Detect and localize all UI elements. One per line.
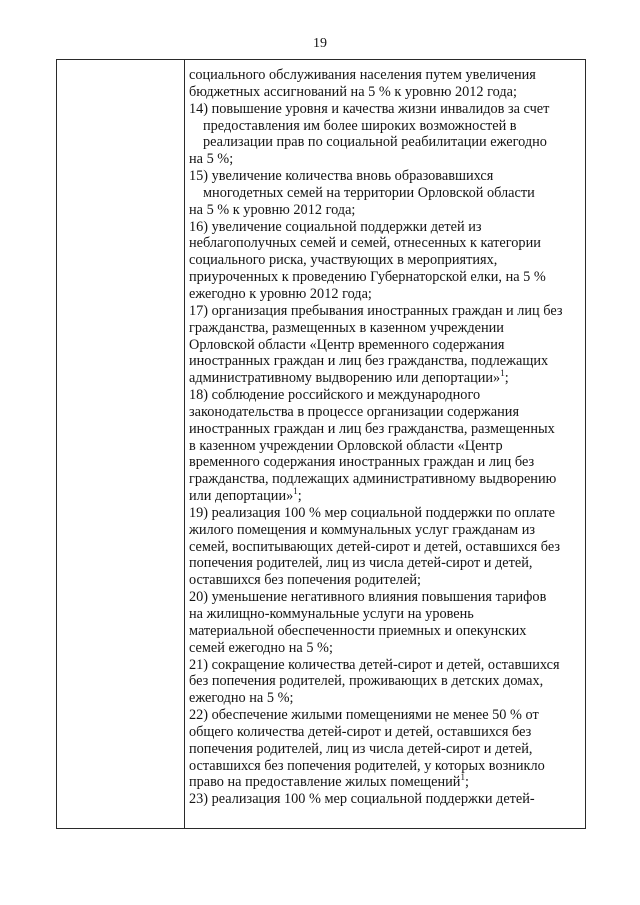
text-line	[189, 724, 585, 741]
footnote-marker: 1	[460, 772, 465, 783]
line-suffix: ;	[504, 370, 509, 387]
line-text: оставшихся без попечения родителей;	[189, 572, 422, 589]
line-text: 14) повышение уровня и качества жизни инвалидов за счет	[189, 100, 550, 117]
line-text: семей, воспитывающих детей-сирот и детей, оставшихся без	[189, 538, 560, 555]
line-text: 15) увеличение количества вновь образовавшихся	[189, 168, 494, 185]
goals-text-cell	[189, 67, 585, 808]
line-text: без попечения родителей, проживающих в детских домах,	[189, 673, 544, 690]
text-line	[189, 522, 585, 539]
line-text: иностранных граждан и лиц без гражданства, размещенных	[189, 420, 555, 437]
text-line	[189, 370, 585, 387]
line-suffix: ;	[464, 774, 469, 791]
line-text: попечения родителей, лиц из числа детей-сирот и детей,	[189, 555, 533, 572]
line-text: материальной обеспеченности приемных и опекунских	[189, 622, 527, 639]
text-line	[189, 118, 585, 135]
text-line	[189, 252, 585, 269]
line-text: на 5 %;	[189, 151, 234, 168]
text-line	[189, 303, 585, 320]
line-suffix: ;	[297, 488, 302, 505]
line-text: ежегодно к уровню 2012 года;	[189, 285, 372, 302]
line-text: иностранных граждан и лиц без гражданства, подлежащих	[189, 353, 549, 370]
text-line	[189, 623, 585, 640]
line-text: общего количества детей-сирот и детей, оставшихся без	[189, 723, 532, 740]
line-text: на 5 % к уровню 2012 года;	[189, 201, 356, 218]
line-text: в казенном учреждении Орловской области «Центр	[189, 437, 503, 454]
line-text: 18) соблюдение российского и международного	[189, 387, 481, 404]
text-line	[189, 168, 585, 185]
text-line	[189, 488, 585, 505]
line-text: ежегодно на 5 %;	[189, 690, 294, 707]
text-line	[189, 337, 585, 354]
line-text: законодательства в процессе организации содержания	[189, 403, 520, 420]
text-line	[189, 606, 585, 623]
line-text: 20) уменьшение негативного влияния повышения тарифов	[189, 589, 547, 606]
line-text: попечения родителей, лиц из числа детей-сирот и детей,	[189, 740, 533, 757]
line-text: административному выдворению или депортации»	[189, 370, 501, 387]
line-text: гражданства, размещенных в казенном учреждении	[189, 319, 504, 336]
line-text: Орловской области «Центр временного содержания	[189, 336, 505, 353]
text-line	[189, 555, 585, 572]
text-line	[189, 235, 585, 252]
text-line	[189, 640, 585, 657]
text-line	[189, 758, 585, 775]
text-line	[189, 741, 585, 758]
text-line	[189, 791, 585, 808]
text-line	[189, 269, 585, 286]
line-text: на жилищно-коммунальные услуги на уровень	[189, 606, 474, 622]
text-line	[189, 707, 585, 724]
line-text: семей ежегодно на 5 %;	[189, 639, 333, 656]
text-line	[189, 101, 585, 118]
text-line	[189, 219, 585, 236]
line-text: реализации прав по социальной реабилитации ежегодно	[203, 134, 547, 151]
line-text: временного содержания иностранных граждан и лиц без	[189, 454, 535, 471]
line-text: 17) организация пребывания иностранных граждан и лиц без	[189, 302, 563, 319]
line-text: приуроченных к проведению Губернаторской елки, на 5 %	[189, 269, 546, 286]
line-text: социального обслуживания населения путем увеличения	[189, 67, 536, 83]
text-line	[189, 320, 585, 337]
line-text: 19) реализация 100 % мер социальной поддержки по оплате	[189, 504, 555, 521]
line-text: многодетных семей на территории Орловской области	[203, 184, 535, 201]
text-line	[189, 539, 585, 556]
text-line	[189, 421, 585, 438]
text-line	[189, 151, 585, 168]
column-divider	[184, 60, 185, 828]
line-text: неблагополучных семей и семей, отнесенных к категории	[189, 235, 541, 252]
text-line	[189, 286, 585, 303]
text-line	[189, 84, 585, 101]
text-line	[189, 134, 585, 151]
line-text: право на предоставление жилых помещений	[189, 774, 461, 791]
text-line	[189, 657, 585, 674]
text-line	[189, 572, 585, 589]
text-line	[189, 404, 585, 421]
text-line	[189, 505, 585, 522]
page-number: 19	[313, 36, 327, 51]
text-line	[189, 438, 585, 455]
text-line	[189, 185, 585, 202]
line-text: 21) сокращение количества детей-сирот и детей, оставшихся	[189, 656, 560, 673]
footnote-marker: 1	[293, 486, 298, 497]
line-text: социального риска, участвующих в мероприятиях,	[189, 252, 498, 269]
line-text: предоставления им более широких возможностей в	[203, 117, 517, 134]
line-text: гражданства, подлежащих административному выдворению	[189, 471, 557, 488]
text-line	[189, 454, 585, 471]
line-text: жилого помещения и коммунальных услуг гражданам из	[189, 521, 536, 538]
text-line	[189, 673, 585, 690]
text-line	[189, 471, 585, 488]
text-line	[189, 690, 585, 707]
line-text: 16) увеличение социальной поддержки детей из	[189, 218, 482, 235]
text-line	[189, 387, 585, 404]
line-text: оставшихся без попечения родителей, у которых возникло	[189, 757, 545, 774]
line-text: 22) обеспечение жилыми помещениями не менее 50 % от	[189, 707, 539, 724]
footnote-marker: 1	[500, 368, 505, 379]
text-line	[189, 353, 585, 370]
line-text: 23) реализация 100 % мер социальной поддержки детей-	[189, 791, 535, 808]
text-line	[189, 67, 585, 84]
line-text: бюджетных ассигнований на 5 % к уровню 2012 года;	[189, 83, 517, 100]
text-line	[189, 202, 585, 219]
line-text: или депортации»	[189, 488, 294, 505]
document-table	[56, 59, 586, 829]
text-line	[189, 589, 585, 606]
text-line	[189, 774, 585, 791]
